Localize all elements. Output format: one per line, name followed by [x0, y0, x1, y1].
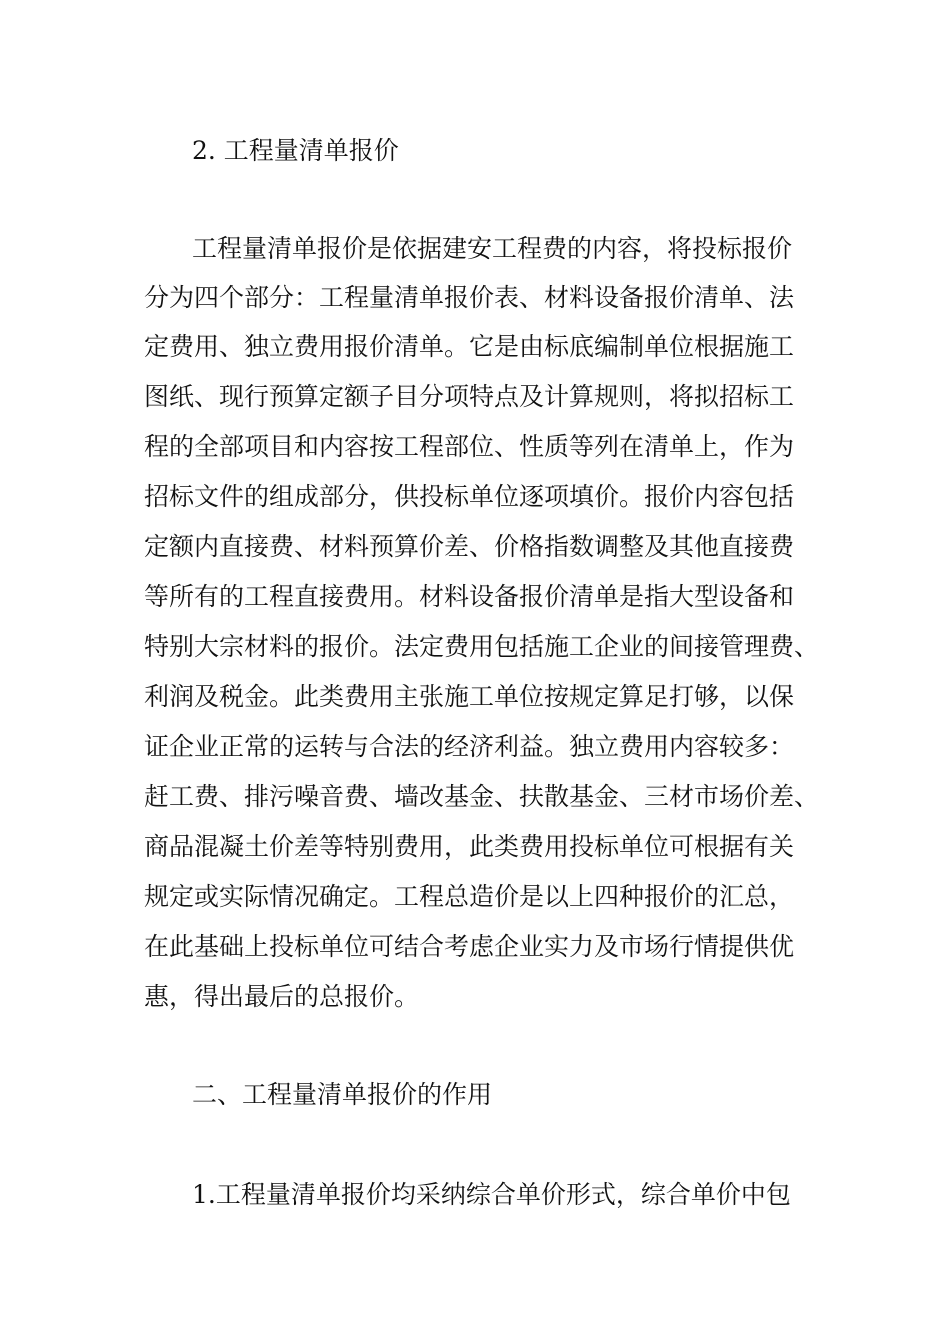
paragraph-line: 惠，得出最后的总报价。 — [144, 982, 420, 1011]
paragraph-line: 定额内直接费、材料预算价差、价格指数调整及其他直接费 — [144, 532, 795, 561]
paragraph-line: 商品混凝土价差等特别费用，此类费用投标单位可根据有关 — [144, 832, 795, 861]
paragraph-line: 等所有的工程直接费用。材料设备报价清单是指大型设备和 — [144, 582, 795, 611]
paragraph-line: 赶工费、排污噪音费、墙改基金、扶散基金、三材市场价差、 — [144, 782, 820, 811]
paragraph-line: 利润及税金。此类费用主张施工单位按规定算足打够，以保 — [144, 682, 795, 711]
paragraph-line: 规定或实际情况确定。工程总造价是以上四种报价的汇总， — [144, 882, 795, 911]
section-heading-quote: 2. 工程量清单报价 — [192, 136, 399, 165]
paragraph-line: 程的全部项目和内容按工程部位、性质等列在清单上，作为 — [144, 432, 795, 461]
section-heading-role: 二、工程量清单报价的作用 — [192, 1080, 493, 1109]
paragraph-line: 特别大宗材料的报价。法定费用包括施工企业的间接管理费、 — [144, 632, 820, 661]
paragraph-line: 定费用、独立费用报价清单。它是由标底编制单位根据施工 — [144, 332, 795, 361]
paragraph-line: 图纸、现行预算定额子目分项特点及计算规则，将拟招标工 — [144, 382, 795, 411]
paragraph-line: 证企业正常的运转与合法的经济利益。独立费用内容较多： — [144, 732, 795, 761]
paragraph-line: 招标文件的组成部分，供投标单位逐项填价。报价内容包括 — [144, 482, 795, 511]
paragraph-line: 工程量清单报价是依据建安工程费的内容，将投标报价 — [192, 234, 793, 263]
paragraph-line: 在此基础上投标单位可结合考虑企业实力及市场行情提供优 — [144, 932, 795, 961]
paragraph-line: 分为四个部分：工程量清单报价表、材料设备报价清单、法 — [144, 283, 795, 312]
paragraph-line: 1.工程量清单报价均采纳综合单价形式，综合单价中包 — [192, 1180, 791, 1209]
